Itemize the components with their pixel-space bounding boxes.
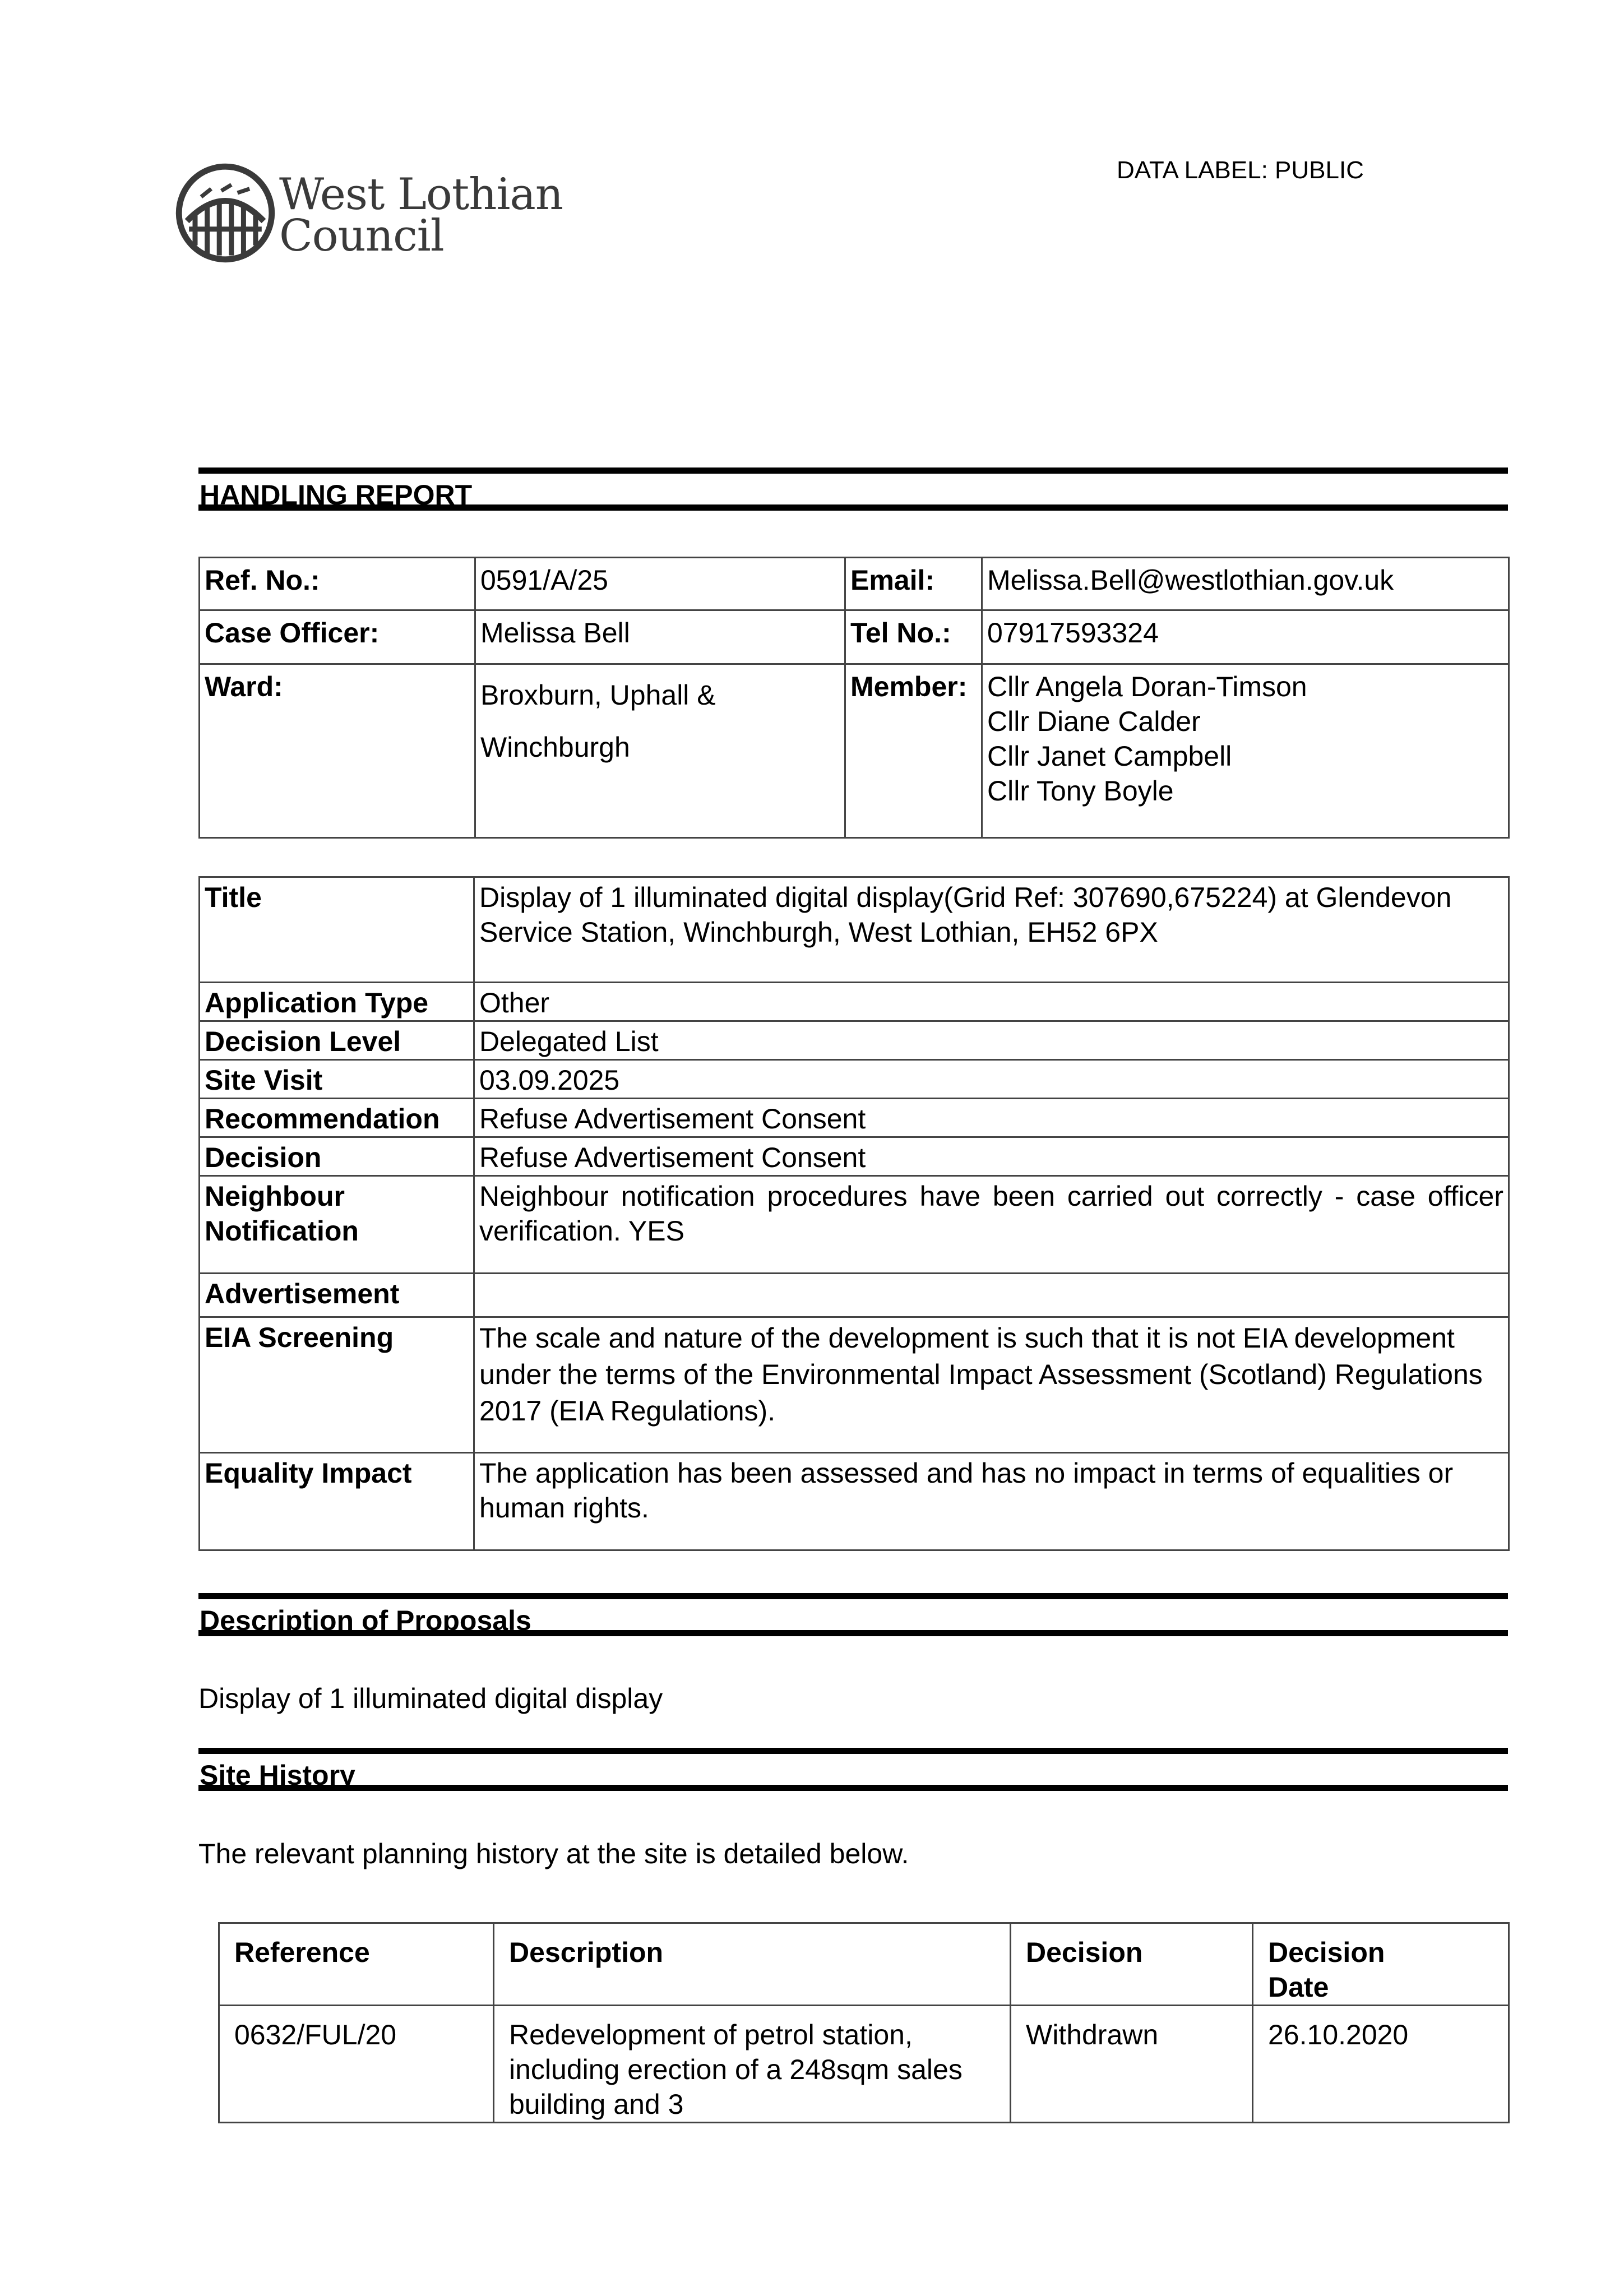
description-text: Display of 1 illuminated digital display: [198, 1683, 663, 1714]
email-label: Email:: [845, 558, 982, 610]
column-header-decision: Decision: [1011, 1923, 1253, 2006]
title-label: Title: [200, 877, 474, 983]
member-label: Member:: [845, 664, 982, 838]
heading-rule-bottom: [198, 1785, 1508, 1791]
ward-value: [475, 664, 845, 838]
member-list: [982, 664, 1509, 838]
recommendation-label: Recommendation: [200, 1099, 474, 1137]
council-crest-icon: [175, 163, 276, 263]
advertisement-label: Advertisement: [200, 1274, 474, 1317]
ref-value: 0591/A/25: [475, 558, 845, 610]
heading-rule-top: [198, 467, 1508, 474]
ward-value-line1: Broxburn, Uphall &: [480, 679, 716, 711]
tel-label: Tel No.:: [845, 610, 982, 664]
site-history-intro: The relevant planning history at the site is detailed below.: [198, 1838, 909, 1869]
handling-report-heading: [198, 467, 1508, 511]
case-officer-value: Melissa Bell: [475, 610, 845, 664]
ward-label: Ward:: [200, 664, 475, 838]
column-header-decision-date: Decision Date: [1253, 1923, 1509, 2006]
site-visit-value: 03.09.2025: [474, 1060, 1509, 1099]
column-header-description: Description: [494, 1923, 1011, 2006]
decision-label: Decision: [200, 1137, 474, 1176]
decision-level-value: Delegated List: [474, 1021, 1509, 1060]
column-header-reference: Reference: [219, 1923, 494, 2006]
table-row: [200, 558, 1509, 610]
neighbour-notification-value: Neighbour notification procedures have been carried out correctly - case officer verification. YES: [474, 1176, 1509, 1274]
council-logo: [175, 161, 563, 274]
eia-screening-label: EIA Screening: [200, 1317, 474, 1453]
table-row: [200, 1176, 1509, 1274]
member-item: Cllr Janet Campbell: [987, 740, 1232, 772]
description-title: Description of Proposals: [200, 1605, 531, 1636]
eia-screening-value: The scale and nature of the development is such that it is not EIA development under the terms of the Environmental Impact Assessment (Scotland) Regulations 2017 (EIA Regulations).: [474, 1317, 1509, 1453]
equality-impact-label: Equality Impact: [200, 1453, 474, 1550]
decision-level-label: Decision Level: [200, 1021, 474, 1060]
decision-value: Refuse Advertisement Consent: [474, 1137, 1509, 1176]
equality-impact-value: The application has been assessed and has no impact in terms of equalities or human rights.: [474, 1453, 1509, 1550]
site-history-title: Site History: [200, 1760, 355, 1791]
logo-text-line1: West Lothian: [279, 169, 563, 220]
officer-details-table: [198, 557, 1510, 839]
data-label: DATA LABEL: PUBLIC: [1117, 156, 1364, 184]
member-item: Cllr Angela Doran-Timson: [987, 671, 1307, 702]
neighbour-notification-label: Neighbour Notification: [200, 1176, 474, 1274]
table-row: [200, 664, 1509, 838]
table-row: [200, 1060, 1509, 1099]
table-row: [200, 877, 1509, 983]
description-heading: [198, 1593, 1508, 1636]
handling-report-title: HANDLING REPORT: [200, 479, 473, 511]
ref-label: Ref. No.:: [200, 558, 475, 610]
title-value: Display of 1 illuminated digital display(Grid Ref: 307690,675224) at Glendevon Service Station, Winchburgh, West Lothian, EH52 6PX: [474, 877, 1509, 983]
application-details-table: [198, 876, 1510, 1551]
table-row: [200, 1099, 1509, 1137]
logo-text-line2: Council: [279, 211, 444, 261]
history-description: Redevelopment of petrol station, including erection of a 248sqm sales building and 3: [494, 2006, 1011, 2123]
table-row: [200, 610, 1509, 664]
table-row: [200, 1137, 1509, 1176]
tel-value: 07917593324: [982, 610, 1509, 664]
member-item: Cllr Diane Calder: [987, 706, 1201, 737]
case-officer-label: Case Officer:: [200, 610, 475, 664]
history-decision-date: 26.10.2020: [1253, 2006, 1509, 2123]
table-row: [200, 1317, 1509, 1453]
site-visit-label: Site Visit: [200, 1060, 474, 1099]
table-row: [200, 1453, 1509, 1550]
site-history-heading: [198, 1748, 1508, 1791]
table-row: [200, 1021, 1509, 1060]
heading-rule-top: [198, 1593, 1508, 1599]
ward-value-line2: Winchburgh: [480, 731, 630, 763]
table-row: [200, 983, 1509, 1021]
history-reference: 0632/FUL/20: [219, 2006, 494, 2123]
table-header-row: [219, 1923, 1509, 2006]
application-type-label: Application Type: [200, 983, 474, 1021]
heading-rule-top: [198, 1748, 1508, 1754]
recommendation-value: Refuse Advertisement Consent: [474, 1099, 1509, 1137]
email-value: Melissa.Bell@westlothian.gov.uk: [982, 558, 1509, 610]
table-row: [219, 2006, 1509, 2123]
table-row: [200, 1274, 1509, 1317]
advertisement-value: [474, 1274, 1509, 1317]
application-type-value: Other: [474, 983, 1509, 1021]
site-history-table: [218, 1922, 1510, 2123]
member-item: Cllr Tony Boyle: [987, 775, 1174, 807]
history-decision: Withdrawn: [1011, 2006, 1253, 2123]
